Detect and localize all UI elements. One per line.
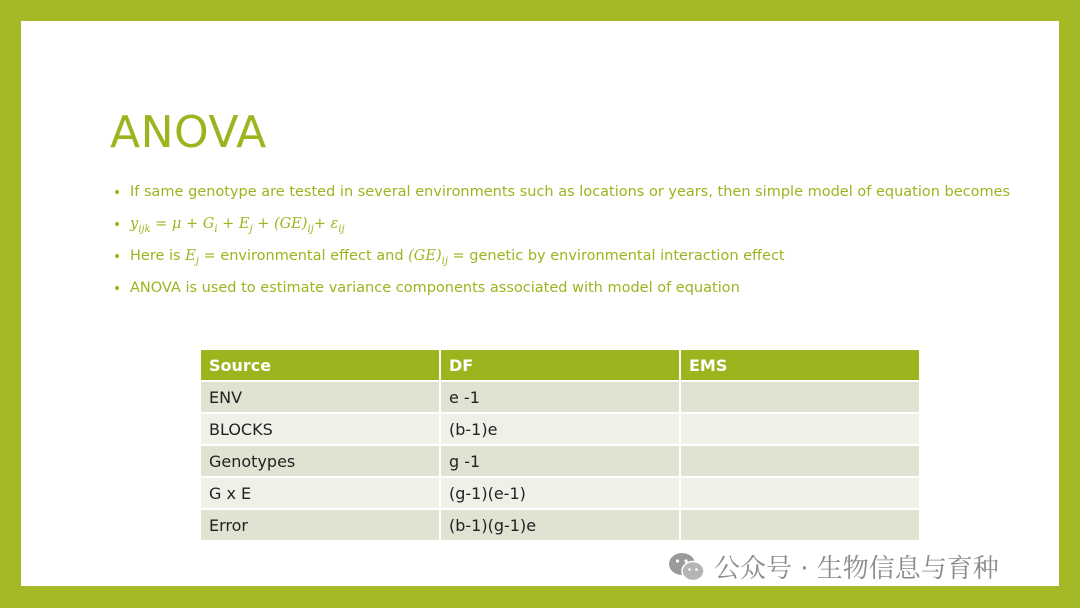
bullet-dot-icon	[115, 190, 119, 194]
cell-ems	[680, 381, 920, 413]
bullet-text: If same genotype are tested in several environments such as locations or years, then simple model of equation becomes	[130, 184, 1011, 200]
cell-source: BLOCKS	[200, 413, 440, 445]
table-row	[200, 413, 920, 445]
cell-df: (b-1)(g-1)e	[440, 509, 680, 541]
cell-source: G x E	[200, 477, 440, 509]
bullet-item	[115, 213, 1010, 245]
cell-ems	[680, 477, 920, 509]
cell-ems	[680, 445, 920, 477]
slide	[21, 21, 1059, 586]
bullet-text-prefix: Here is	[130, 248, 186, 264]
bullet-list	[115, 181, 1010, 309]
bullet-dot-icon	[115, 222, 119, 226]
cell-df: g -1	[440, 445, 680, 477]
table-header-row	[200, 349, 920, 381]
header-df: DF	[440, 349, 680, 381]
env-effect-symbol: $E_j$	[185, 248, 199, 267]
cell-ems	[680, 509, 920, 541]
bullet-item	[115, 245, 1010, 277]
table-row	[200, 477, 920, 509]
header-source: Source	[200, 349, 440, 381]
watermark	[668, 548, 999, 585]
bullet-dot-icon	[115, 254, 119, 258]
bullet-dot-icon	[115, 286, 119, 290]
bullet-item	[115, 277, 1010, 309]
model-equation: $y_{ijk} = \mu + G_i + E_j + (GE)_{ij}+ \varepsilon_{ij}$	[130, 216, 345, 235]
table-row	[200, 381, 920, 413]
interaction-symbol: $(GE)_{ij}$	[408, 248, 448, 267]
bullet-text-mid: = environmental effect and	[198, 248, 409, 264]
header-ems: EMS	[680, 349, 920, 381]
slide-title: ANOVA	[110, 107, 267, 158]
cell-df: e -1	[440, 381, 680, 413]
watermark-text: 公众号 · 生物信息与育种	[714, 554, 999, 584]
wechat-icon	[668, 551, 706, 583]
bullet-text-suffix: = genetic by environmental interaction effect	[447, 248, 785, 264]
cell-df: (b-1)e	[440, 413, 680, 445]
bullet-text: ANOVA is used to estimate variance components associated with model of equation	[130, 280, 740, 296]
table-row	[200, 445, 920, 477]
cell-source: Genotypes	[200, 445, 440, 477]
cell-df: (g-1)(e-1)	[440, 477, 680, 509]
anova-table	[199, 348, 921, 542]
table-row	[200, 509, 920, 541]
cell-ems	[680, 413, 920, 445]
cell-source: Error	[200, 509, 440, 541]
cell-source: ENV	[200, 381, 440, 413]
bullet-item	[115, 181, 1010, 213]
